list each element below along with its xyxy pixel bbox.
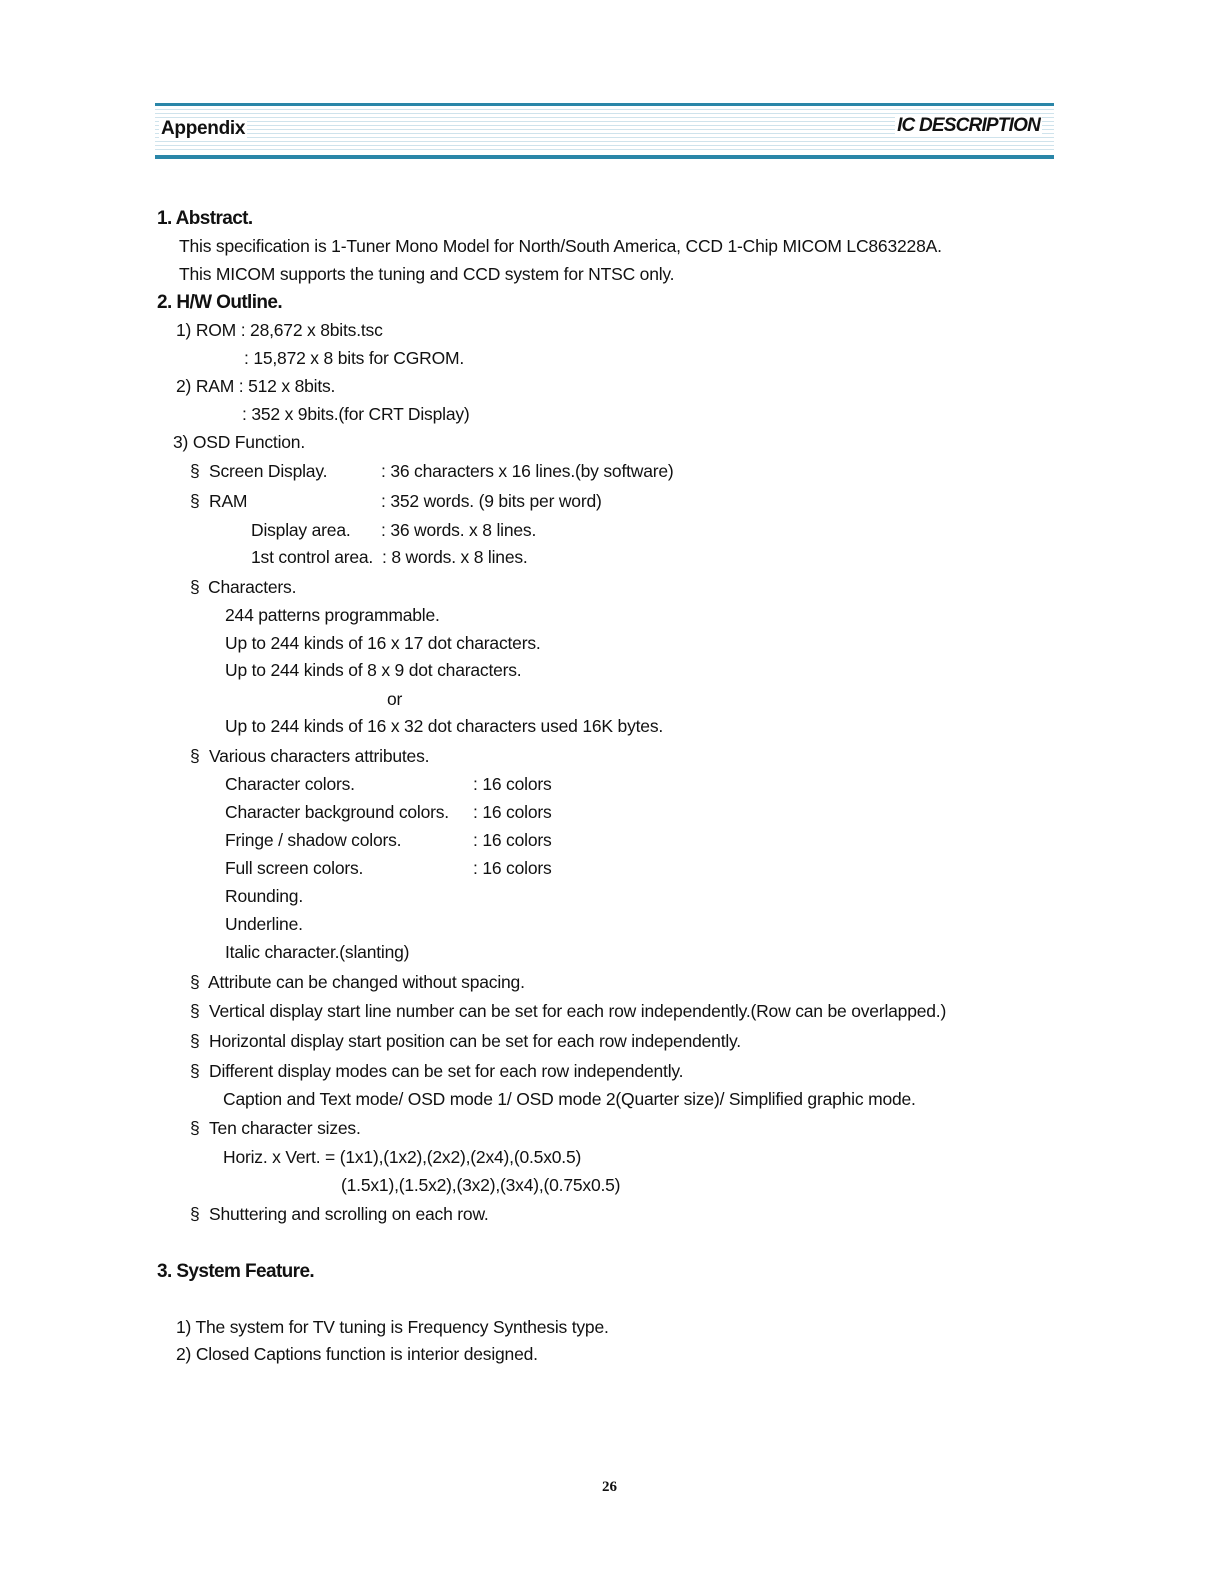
abstract-paragraph-2: This MICOM supports the tuning and CCD system for NTSC only. <box>179 264 675 284</box>
feature-character-sizes: Ten character sizes. <box>209 1118 361 1138</box>
header-chapter-title: IC DESCRIPTION <box>897 115 1040 136</box>
attribute-fullscreen-colors-value: : 16 colors <box>473 858 552 878</box>
characters-line-4: Up to 244 kinds of 16 x 32 dot characters used 16K bytes. <box>225 716 664 736</box>
character-sizes-line-1: Horiz. x Vert. = (1x1),(1x2),(2x2),(2x4),(0.5x0.5) <box>223 1147 582 1167</box>
characters-line-1: 244 patterns programmable. <box>225 605 440 625</box>
header-rule-top <box>155 103 1054 106</box>
attribute-fringe-colors-label: Fringe / shadow colors. <box>225 830 402 850</box>
attribute-fullscreen-colors-label: Full screen colors. <box>225 858 364 878</box>
abstract-paragraph-1: This specification is 1-Tuner Mono Model for North/South America, CCD 1-Chip MICOM LC863228A. <box>179 236 942 256</box>
bullet-marker: § <box>190 577 200 597</box>
bullet-marker: § <box>190 491 200 511</box>
attributes-heading: Various characters attributes. <box>209 746 430 766</box>
system-feature-2: 2) Closed Captions function is interior designed. <box>176 1344 538 1364</box>
header-section-label: Appendix <box>161 118 246 139</box>
feature-vertical-start: Vertical display start line number can be set for each row independently.(Row can be overlapped.) <box>209 1001 947 1021</box>
header-rule-bottom <box>155 155 1054 159</box>
attribute-bg-colors-value: : 16 colors <box>473 802 552 822</box>
bullet-marker: § <box>190 972 200 992</box>
screen-display-value: : 36 characters x 16 lines.(by software) <box>381 461 674 481</box>
page-number: 26 <box>602 1479 617 1495</box>
section-system-feature-title: 3. System Feature. <box>157 1261 315 1282</box>
attribute-italic: Italic character.(slanting) <box>225 942 410 962</box>
display-area-label: Display area. <box>251 520 351 540</box>
attribute-char-colors-label: Character colors. <box>225 774 355 794</box>
characters-heading: Characters. <box>208 577 297 597</box>
page-header <box>155 103 1054 161</box>
characters-line-2: Up to 244 kinds of 16 x 17 dot characters. <box>225 633 541 653</box>
attribute-bg-colors-label: Character background colors. <box>225 802 449 822</box>
bullet-marker: § <box>190 1118 200 1138</box>
bullet-marker: § <box>190 746 200 766</box>
control-area-label: 1st control area. <box>251 547 374 567</box>
feature-attribute-spacing: Attribute can be changed without spacing. <box>208 972 525 992</box>
feature-shuttering: Shuttering and scrolling on each row. <box>209 1204 489 1224</box>
bullet-marker: § <box>190 1031 200 1051</box>
bullet-marker: § <box>190 1204 200 1224</box>
attribute-rounding: Rounding. <box>225 886 303 906</box>
attribute-underline: Underline. <box>225 914 303 934</box>
attribute-char-colors-value: : 16 colors <box>473 774 552 794</box>
ram-line-1: 2) RAM : 512 x 8bits. <box>176 376 336 396</box>
control-area-value: : 8 words. x 8 lines. <box>382 547 528 567</box>
osd-ram-label: RAM <box>209 491 248 511</box>
display-area-value: : 36 words. x 8 lines. <box>381 520 537 540</box>
feature-horizontal-start: Horizontal display start position can be set for each row independently. <box>209 1031 741 1051</box>
bullet-marker: § <box>190 1061 200 1081</box>
characters-line-3: Up to 244 kinds of 8 x 9 dot characters. <box>225 660 522 680</box>
ram-line-2: : 352 x 9bits.(for CRT Display) <box>242 404 470 424</box>
bullet-marker: § <box>190 461 200 481</box>
rom-line-1: 1) ROM : 28,672 x 8bits.tsc <box>176 320 383 340</box>
section-hw-outline-title: 2. H/W Outline. <box>157 292 283 313</box>
rom-line-2: : 15,872 x 8 bits for CGROM. <box>244 348 465 368</box>
osd-ram-value: : 352 words. (9 bits per word) <box>381 491 602 511</box>
character-sizes-line-2: (1.5x1),(1.5x2),(3x2),(3x4),(0.75x0.5) <box>341 1175 621 1195</box>
system-feature-1: 1) The system for TV tuning is Frequency Synthesis type. <box>176 1317 609 1337</box>
attribute-fringe-colors-value: : 16 colors <box>473 830 552 850</box>
bullet-marker: § <box>190 1001 200 1021</box>
osd-function-heading: 3) OSD Function. <box>173 432 305 452</box>
feature-display-modes: Different display modes can be set for each row independently. <box>209 1061 684 1081</box>
feature-display-modes-detail: Caption and Text mode/ OSD mode 1/ OSD mode 2(Quarter size)/ Simplified graphic mode. <box>223 1089 916 1109</box>
characters-or: or <box>387 689 403 709</box>
screen-display-label: Screen Display. <box>209 461 328 481</box>
section-abstract-title: 1. Abstract. <box>157 208 253 229</box>
